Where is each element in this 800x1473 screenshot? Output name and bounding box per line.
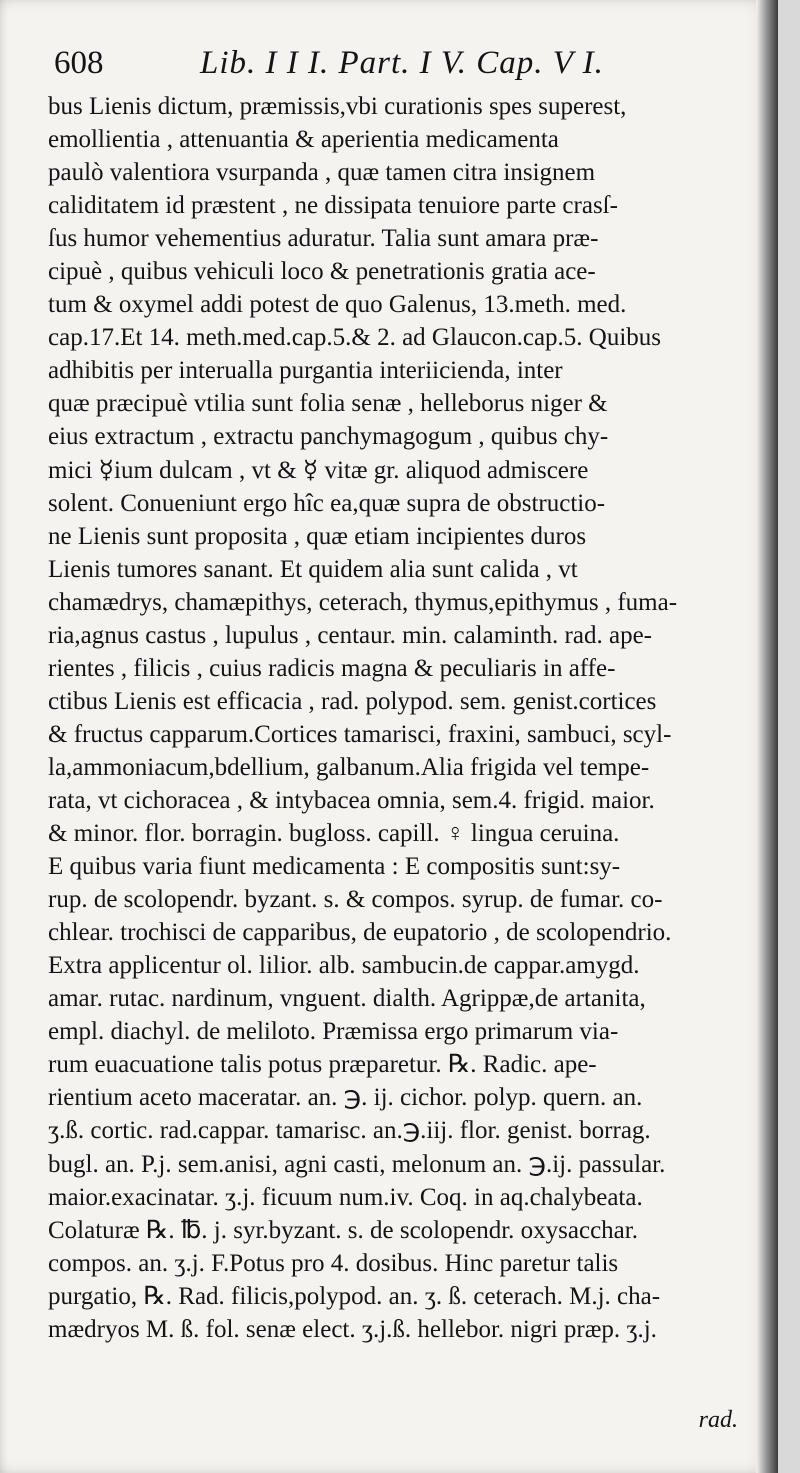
text-line: ſus humor vehementius aduratur. Talia sunt amara præ- xyxy=(48,225,599,253)
text-line: tum & oxymel addi potest de quo Galenus, 13.meth. med. xyxy=(48,291,627,319)
text-line: ria,agnus castus , lupulus , centaur. min. calaminth. rad. ape- xyxy=(48,621,652,649)
running-title: Lib. I I I. Part. I V. Cap. V I. xyxy=(200,45,604,81)
text-line: maior.exacinatar. ʒ.j. ficuum num.iv. Coq. in aq.chalybeata. xyxy=(48,1183,643,1211)
text-line: ctibus Lienis est efficacia , rad. polypod. sem. genist.cortices xyxy=(48,687,657,715)
text-line: ne Lienis sunt proposita , quæ etiam incipientes duros xyxy=(48,522,587,550)
catchword: rad. xyxy=(698,1407,738,1433)
text-line: adhibitis per interualla purgantia interiicienda, inter xyxy=(48,357,563,385)
text-line: eius extractum , extractu panchymagogum , quibus chy- xyxy=(48,423,609,451)
text-line: compos. an. ʒ.j. F.Potus pro 4. dosibus. Hinc paretur talis xyxy=(48,1249,619,1277)
text-line: rientium aceto maceratar. an. ℈. ij. cichor. polyp. quern. an. xyxy=(48,1084,643,1112)
text-line: rup. de scolopendr. byzant. s. & compos. syrup. de fumar. co- xyxy=(48,886,663,914)
text-line: la,ammoniacum,bdellium, galbanum.Alia frigida vel tempe- xyxy=(48,753,650,781)
text-line: Lienis tumores sanant. Et quidem alia sunt calida , vt xyxy=(48,555,578,583)
text-line: quæ præcipuè vtilia sunt folia senæ , helleborus niger & xyxy=(48,390,608,418)
text-line: cap.17.Et 14. meth.med.cap.5.& 2. ad Glaucon.cap.5. Quibus xyxy=(48,324,662,352)
text-line: & minor. flor. borragin. bugloss. capill. ♀ lingua ceruina. xyxy=(48,820,620,848)
text-line: mici ☿ium dulcam , vt & ☿ vitæ gr. aliquod admiscere xyxy=(48,456,589,484)
body-text xyxy=(48,90,768,1346)
text-line: solent. Conueniunt ergo hîc ea,quæ supra de obstructio- xyxy=(48,489,606,517)
text-line: Extra applicentur ol. lilior. alb. sambucin.de cappar.amygd. xyxy=(48,952,640,980)
text-line: amar. rutac. nardinum, vnguent. dialth. Agrippæ,de artanita, xyxy=(48,985,646,1013)
text-line: chlear. trochisci de capparibus, de eupatorio , de scolopendrio. xyxy=(48,919,672,947)
text-line: rata, vt cichoracea , & intybacea omnia, sem.4. frigid. maior. xyxy=(48,786,655,814)
text-line: Colaturæ ℞. ℔. j. syr.byzant. s. de scolopendr. oxysacchar. xyxy=(48,1216,638,1244)
text-line: paulò valentiora vsurpanda , quæ tamen citra insignem xyxy=(48,159,596,187)
text-line: & fructus capparum.Cortices tamarisci, fraxini, sambuci, scyl- xyxy=(48,720,672,748)
text-line: mædryos M. ß. fol. senæ elect. ʒ.j.ß. hellebor. nigri præp. ʒ.j. xyxy=(48,1315,657,1343)
text-line: purgatio, ℞. Rad. filicis,polypod. an. ʒ. ß. ceterach. M.j. cha- xyxy=(48,1282,661,1310)
text-line: bus Lienis dictum, præmissis,vbi curationis spes superest, xyxy=(48,93,627,120)
text-line: cipuè , quibus vehiculi loco & penetrationis gratia ace- xyxy=(48,258,596,286)
text-line: rientes , filicis , cuius radicis magna & peculiaris in affe- xyxy=(48,654,616,682)
text-line: rum euacuatione talis potus præparetur. ℞. Radic. ape- xyxy=(48,1051,597,1079)
text-line: emollientia , attenuantia & aperientia medicamenta xyxy=(48,126,559,154)
text-line: chamædrys, chamæpithys, ceterach, thymus,epithymus , fuma- xyxy=(48,588,678,616)
page-number: 608 xyxy=(54,45,104,81)
running-head xyxy=(48,45,748,85)
text-line: E quibus varia fiunt medicamenta : E compositis sunt:sy- xyxy=(48,853,621,881)
text-line: bugl. an. P.j. sem.anisi, agni casti, melonum an. ℈.ij. passular. xyxy=(48,1150,666,1178)
text-line: ʒ.ß. cortic. rad.cappar. tamarisc. an.℈.iij. flor. genist. borrag. xyxy=(48,1117,651,1145)
text-line: empl. diachyl. de meliloto. Præmissa ergo primarum via- xyxy=(48,1018,619,1046)
text-line: caliditatem id præstent , ne dissipata tenuiore parte crasſ- xyxy=(48,192,618,220)
